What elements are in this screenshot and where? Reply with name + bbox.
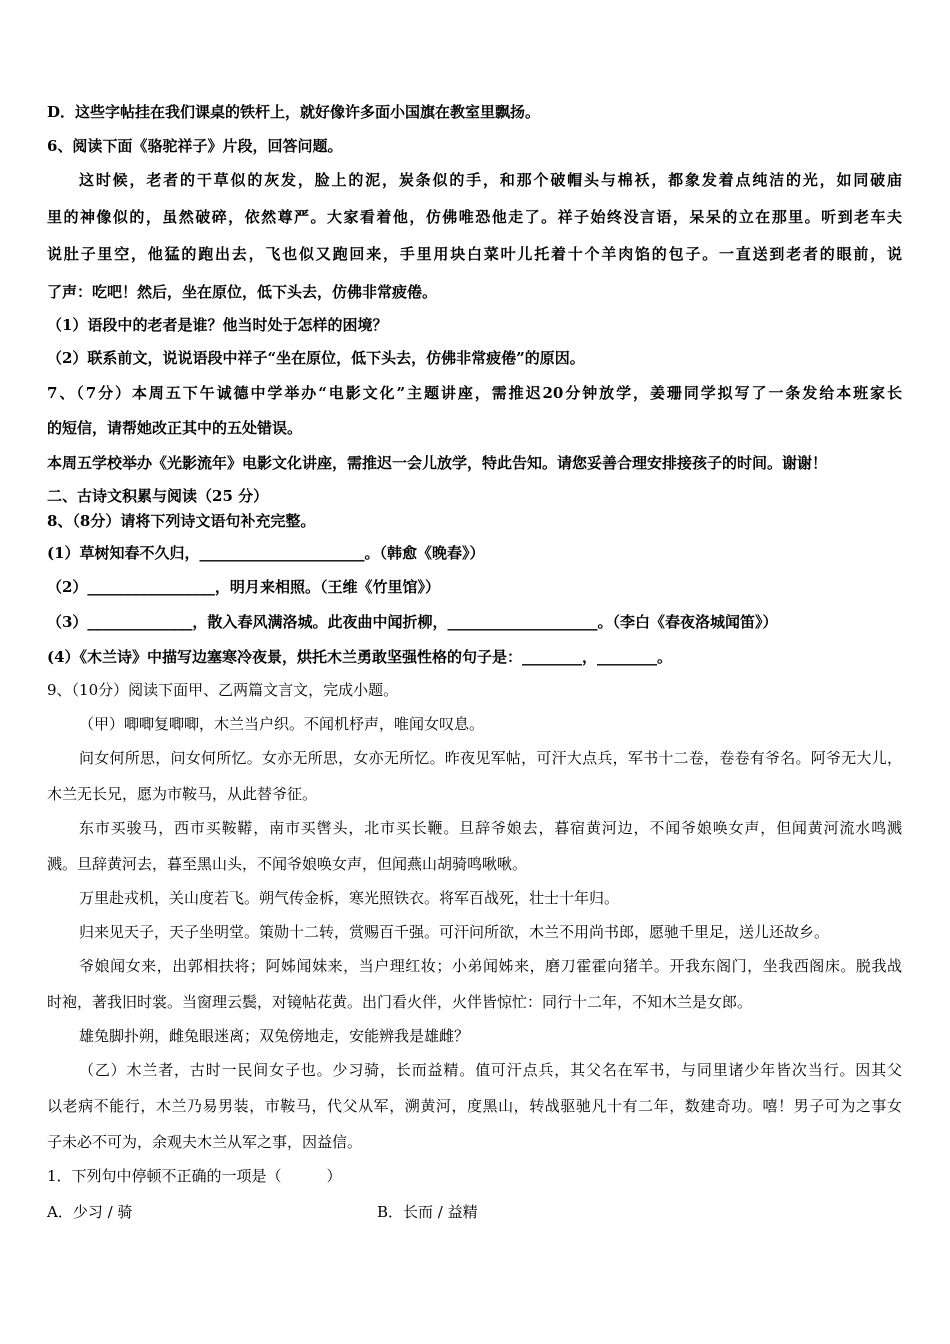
- q9-sub-1: 1．下列句中停顿不正确的一项是（ ）: [47, 1167, 342, 1185]
- passage-a-line: 归来见天子，天子坐明堂。策勋十二转，赏赐百千强。可汗问所欲，木兰不用尚书郎，愿驰千里足，送儿还故乡。: [79, 923, 830, 941]
- passage-a-line: 时袍，著我旧时裳。当窗理云鬓，对镜帖花黄。出门看火伴，火伴皆惊忙：同行十二年，不知木兰是女郎。: [47, 993, 753, 1011]
- q6-heading: 6、阅读下面《骆驼祥子》片段，回答问题。: [47, 137, 343, 155]
- passage-line: 里的神像似的，虽然破碎，依然尊严。大家看着他，仿佛唯恐他走了。祥子始终没言语，呆呆的立在那里。听到老车夫: [47, 208, 902, 226]
- q6-sub-1: （1）语段中的老者是谁？他当时处于怎样的困境？: [47, 316, 388, 334]
- passage-a-line: 东市买骏马，西市买鞍鞯，南市买辔头，北市买长鞭。旦辞爷娘去，暮宿黄河边，不闻爷娘唤女声，但闻黄河流水鸣溅: [79, 819, 902, 837]
- q6-sub-2: （2）联系前文，说说语段中祥子“坐在原位，低下头去，仿佛非常疲倦”的原因。: [47, 349, 585, 367]
- passage-b-line: 以老病不能行，木兰乃易男装，市鞍马，代父从军，溯黄河，度黑山，转战驱驰凡十有二年，数建奇功。嘻！男子可为之事女: [47, 1097, 902, 1115]
- passage-a-line: 万里赴戎机，关山度若飞。朔气传金柝，寒光照铁衣。将军百战死，壮士十年归。: [79, 889, 620, 907]
- q7-message: 本周五学校举办《光影流年》电影文化讲座，需推迟一会儿放学，特此告知。请您妥善合理安排接孩子的时间。谢谢！: [47, 454, 828, 472]
- section-two-title: 二、古诗文积累与阅读（25 分）: [47, 487, 269, 505]
- passage-line: 这时候，老者的干草似的灰发，脸上的泥，炭条似的手，和那个破帽头与棉袄，都象发着点纯洁的光，如同破庙: [79, 171, 902, 189]
- q5-option-d: D．这些字帖挂在我们课桌的铁杆上，就好像许多面小国旗在教室里飘扬。: [47, 103, 541, 121]
- option-a: A．少习 / 骑: [47, 1203, 133, 1221]
- passage-b-line: （乙）木兰者，古时一民间女子也。少习骑，长而益精。值可汗点兵，其父名在军书，与同里诸少年皆次当行。因其父: [79, 1061, 902, 1079]
- passage-a-line: 爷娘闻女来，出郭相扶将；阿姊闻妹来，当户理红妆；小弟闻姊来，磨刀霍霍向猪羊。开我东阁门，坐我西阁床。脱我战: [79, 957, 902, 975]
- q8-item-2: （2）_________________，明月来相照。（王维《竹里馆》）: [47, 578, 440, 596]
- q9-heading: 9、（10分）阅读下面甲、乙两篇文言文，完成小题。: [47, 681, 399, 699]
- passage-a-line: （甲）唧唧复唧唧，木兰当户织。不闻机杼声，唯闻女叹息。: [79, 715, 485, 733]
- passage-a-line: 溅。旦辞黄河去，暮至黑山头，不闻爷娘唤女声，但闻燕山胡骑鸣啾啾。: [47, 855, 528, 873]
- passage-line: 了声：吃吧！然后，坐在原位，低下头去，仿佛非常疲倦。: [47, 283, 438, 301]
- passage-line: 说肚子里空，他猛的跑出去，飞也似又跑回来，手里用块白菜叶儿托着十个羊肉馅的包子。一直送到老者的眼前，说: [47, 245, 902, 263]
- q8-item-3: （3）______________，散入春风满洛城。此夜曲中闻折柳，____________________。（李白《春夜洛城闻笛》）: [47, 613, 778, 631]
- q7-heading: 7、（7分）本周五下午诚德中学举办“电影文化”主题讲座，需推迟20分钟放学，姜珊同学拟写了一条发给本班家长: [47, 384, 902, 402]
- q8-item-4: (4）《木兰诗》中描写边塞寒冷夜景，烘托木兰勇敢坚强性格的句子是：________，________。: [47, 648, 673, 666]
- option-b: B．长而 / 益精: [377, 1203, 478, 1221]
- q7-heading-cont: 的短信，请帮她改正其中的五处错误。: [47, 419, 303, 437]
- passage-a-line: 雄兔脚扑朔，雌兔眼迷离；双兔傍地走，安能辨我是雄雌？: [79, 1027, 470, 1045]
- q8-heading: 8、（8分）请将下列诗文语句补充完整。: [47, 512, 316, 530]
- q8-item-1: (1）草树知春不久归，______________________。（韩愈《晚春》）: [47, 544, 485, 562]
- passage-b-line: 子未必不可为，余观夫木兰从军之事，因益信。: [47, 1133, 363, 1151]
- passage-a-line: 问女何所思，问女何所忆。女亦无所思，女亦无所忆。昨夜见军帖，可汗大点兵，军书十二卷，卷卷有爷名。阿爷无大儿，: [79, 749, 902, 767]
- passage-a-line: 木兰无长兄，愿为市鞍马，从此替爷征。: [47, 785, 318, 803]
